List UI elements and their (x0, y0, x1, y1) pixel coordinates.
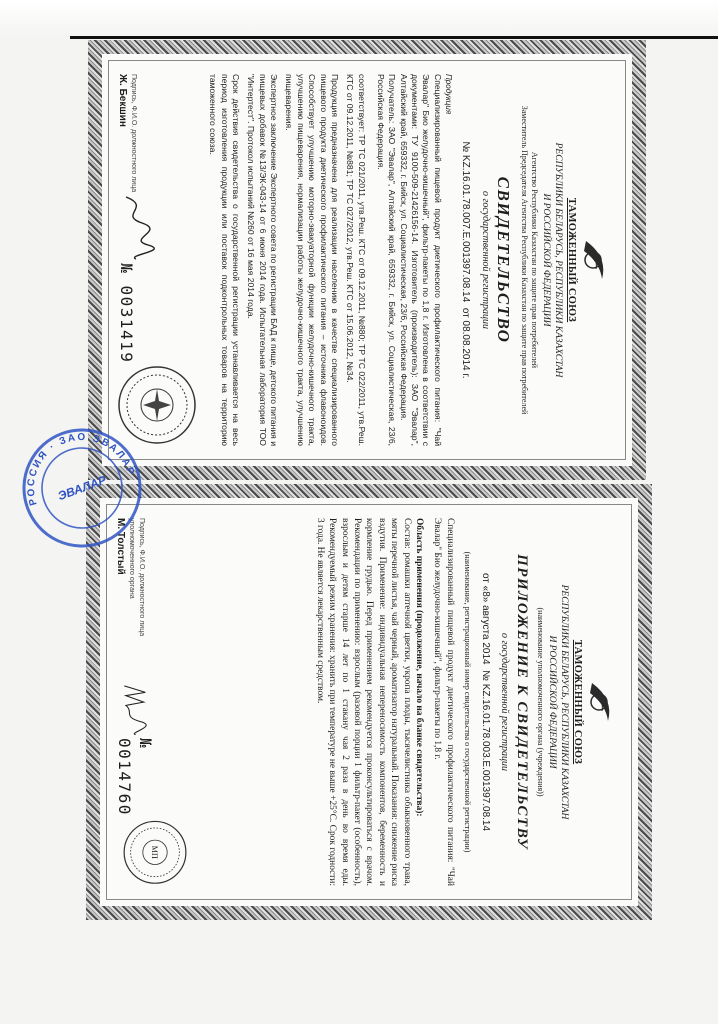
certificate-body (207, 74, 453, 446)
serial-number: № 0031419 (117, 263, 137, 364)
union-line-1: РЕСПУБЛИКИ БЕЛАРУСЬ, РЕСПУБЛИКИ КАЗАХСТАН (559, 584, 570, 820)
recipient-text: Получатель: ЗАО "Эвалар", Алтайский край, 659332, г. Бийск, ул. Социалистическая, 23/6, Российская Федерация. (375, 74, 398, 446)
certificate-form (88, 40, 646, 480)
registration-date-label: от (460, 307, 472, 318)
certificate-content (102, 54, 632, 466)
registration-date: 08.08.2014 г. (460, 320, 472, 379)
date-year: 2014 (479, 642, 491, 665)
date-month: августа (479, 605, 491, 640)
date-prefix: от (479, 572, 491, 583)
compliance-text: соответствует: ТР ТС 021/2011, утв.Реш. КТС от 09.12.2011, №880; ТР ТС 022/2011, утв.Реш. КТС от 09.12.2011, №881; ТР ТС 027/2012, утв.Реш. КТС от 15.06.2012, №34. (345, 74, 367, 446)
scope-text: Состав: ромашки аптечной цветки, укропа плоды, тысячелистника обыкновенного трава, мяты перечной листья, чай черный, ароматизатор натуральный. Показания: снижение риска вздутия. Применение: индивидуальная непереносимость компонентов, беременность и кормление грудью. Перед применением рекомендуется проконсультироваться с врачом. Рекомендации по применению: взрослым (разовой порции 1 фильтр-пакет (особенность), взрослым и детям старше 14 лет по 1 стакану чая 2 раза в день во время еды. Рекомендуемый режим хранения: хранить при температуре не выше +25°С. Срок годности: 3 года. Не является лекарственным средством. (314, 518, 412, 886)
scan-top-edge (0, 0, 718, 38)
official-seal-icon (114, 819, 196, 886)
certificate-header (539, 74, 610, 446)
signer-role: Подпись, Ф.И.О. должностного лица (130, 74, 138, 193)
union-line-1: РЕСПУБЛИКИ БЕЛАРУСЬ, РЕСПУБЛИКИ КАЗАХСТАН (553, 142, 564, 378)
customs-union-emblem-icon (580, 74, 610, 446)
certificate-footer (116, 74, 198, 446)
appendix-content (100, 498, 638, 906)
signature-icon (114, 681, 154, 738)
intro-text: Специализированный пищевой продукт диетического профилактического питания: "Чай Эвалар" Био желудочно-кишечный", фильтр-пакеты по 1,8 г. (432, 518, 455, 886)
stamp-outer-text: РОССИЯ · ЗАО ЭВАЛАР (25, 431, 137, 507)
registration-number: № KZ.16.01.78.007.Е.001397.08.14 (460, 141, 472, 303)
document-subtitle: о государственной регистрации (479, 190, 491, 330)
appendix-subtitle: о государственной регистрации (498, 632, 510, 772)
product-text: Специализированный пищевой продукт диетического профилактического питания: "Чай Эвалар" Био желудочно-кишечный", фильтр-пакеты по 1,8 г. Изготовлена в соответствии с документами: ТУ 9100-509-21426156-14. Изготовитель (производитель): ЗАО "Эвалар", Алтайский край, 659332, г. Бийск, ул. Социалистическая, 23/6, Российская Федерация. (398, 74, 443, 446)
signer-name: Ж. Бекшин (117, 74, 129, 127)
number-label: № (479, 670, 491, 681)
customs-union-emblem-icon (586, 518, 616, 886)
appendix-footer (114, 518, 196, 886)
union-title: ТАМОЖЕННЫЙ СОЮЗ (572, 639, 583, 765)
signer-name: М. Толстый (115, 518, 127, 575)
scan-border-line (70, 36, 718, 39)
validity-text: Срок действия свидетельства о государственной регистрации устанавливается на весь период изготовления продукции или поставок подконтрольных товаров на территорию таможенного союза. (208, 74, 242, 446)
signer-block (116, 74, 138, 192)
appendix-form (86, 484, 652, 920)
authority-caption: (наименование уполномоченного органа (учреждения)) (536, 607, 546, 797)
stamp-center-text: ЭВАЛАР (55, 472, 109, 504)
serial-number: № 0014760 (115, 737, 156, 816)
registration-line (459, 74, 472, 446)
union-line-2: И РОССИЙСКОЙ ФЕДЕРАЦИИ (546, 635, 557, 769)
document-title: СВИДЕТЕЛЬСТВО (493, 176, 513, 344)
date-day: 8 (479, 591, 491, 597)
basis-text: Экспертное заключение Экспертного совета по регистрации БАД к пище, детского питания и пищевых добавок №13/ЭК-043-14 от 6 июня 2014 года. Испытательная лаборатория ТОО "Интертест". Протокол испытаний №260 от 16 мая 2014 года. (246, 74, 280, 446)
appendix-title: ПРИЛОЖЕНИЕ К СВИДЕТЕЛЬСТВУ (513, 554, 530, 850)
appendix-number: KZ.16.01.78.003.Е.001397.08.14 (479, 683, 491, 832)
number-caption: (наименование, регистрационный номер свидетельства о государственной регистрации) (463, 551, 473, 853)
appendix-registration-line: от «8» августа 2014 № KZ.16.01.78.003.Е.001397.08.14 (479, 572, 491, 832)
appendix-body (313, 518, 455, 886)
union-line-2: И РОССИЙСКОЙ ФЕДЕРАЦИИ (540, 193, 551, 327)
scope-label: Область применения (продолжение, начало на бланке свидетельства): (414, 518, 424, 817)
company-stamp-icon (18, 426, 146, 550)
usage-text: Продукция предназначена для реализации населению в качестве специализированного пищевого продукта диетического профилактического питания – источника флавоноидов. Способствует улучшению моторно-эвакуаторной функции желудочно-кишечного тракта, улучшению пищеварения, нормализации работы желудочно-кишечного тракта, улучшению пищеварения. (284, 74, 340, 446)
union-title: ТАМОЖЕННЫЙ СОЮЗ (566, 197, 577, 323)
appendix-header (545, 518, 616, 886)
signature-icon (116, 193, 156, 263)
product-label: Продукция (444, 74, 454, 115)
official-title: Заместитель Председателя Агентства Республики Казахстан по защите прав потребителей (519, 105, 529, 415)
seal-mp-text: МП (149, 846, 159, 860)
signer-role: Подпись, Ф.И.О. должностного лица уполномоченного органа (128, 518, 145, 637)
agency-name: Агентство Республики Казахстан по защите прав потребителей (530, 151, 540, 369)
